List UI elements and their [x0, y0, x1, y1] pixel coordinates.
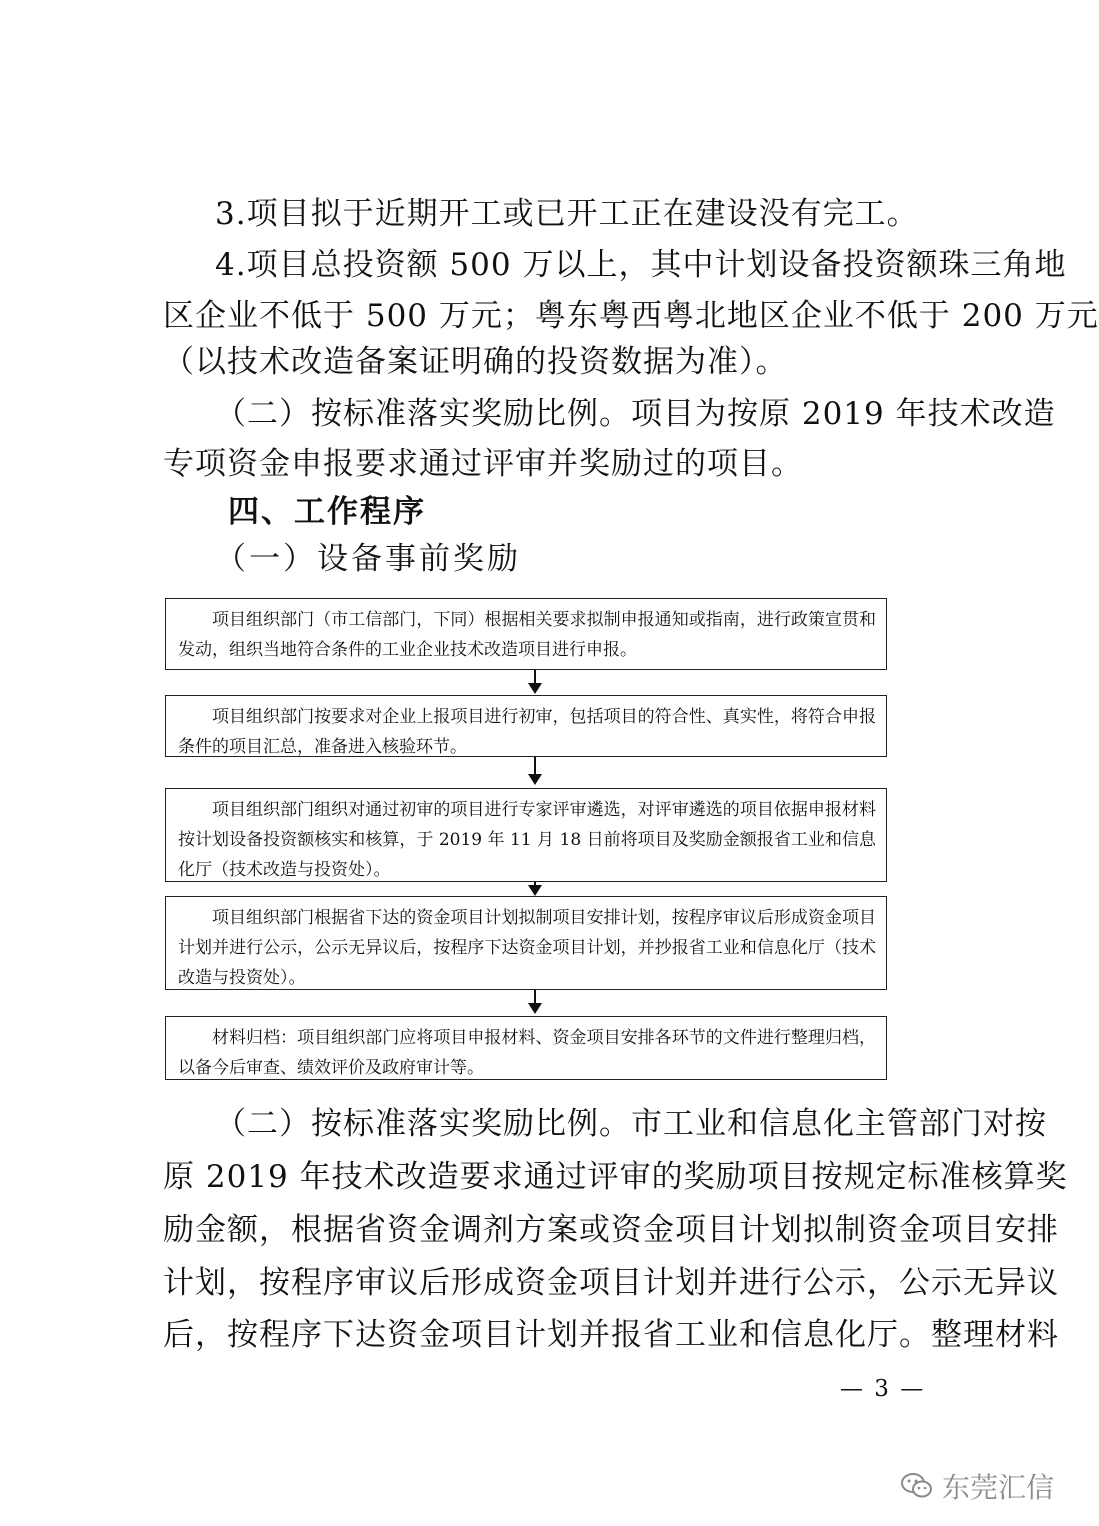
- closing-line-3: 励金额，根据省资金调剂方案或资金项目计划拟制资金项目安排: [163, 1212, 1059, 1248]
- flow-step-text: 项目组织部门根据省下达的资金项目计划拟制项目安排计划，按程序审议后形成资金项目计划并进行公示，公示无异议后，按程序下达资金项目计划，并抄报省工业和信息化厅（技术改造与投资处）。: [178, 908, 876, 988]
- paragraph-item-4-line-3: （以技术改造备案证明确的投资数据为准）。: [163, 344, 788, 380]
- closing-line-4: 计划，按程序审议后形成资金项目计划并进行公示，公示无异议: [163, 1265, 1059, 1301]
- flow-arrow-1: [534, 670, 536, 692]
- closing-line-2: 原 2019 年技术改造要求通过评审的奖励项目按规定标准核算奖: [163, 1159, 1068, 1195]
- chat-bubble-icon: [900, 1471, 934, 1501]
- watermark: [900, 1466, 1054, 1506]
- flow-step-3: [165, 788, 887, 882]
- flow-step-text: 项目组织部门（市工信部门，下同）根据相关要求拟制申报通知或指南，进行政策宣贯和发动，组织当地符合条件的工业企业技术改造项目进行申报。: [178, 610, 876, 660]
- flow-step-2: [165, 695, 887, 757]
- flow-step-text: 项目组织部门组织对通过初审的项目进行专家评审遴选，对评审遴选的项目依据申报材料按计划设备投资额核实和核算，于 2019 年 11 月 18 日前将项目及奖励金额报省工业和信息化厅（技术改造与投资处）。: [178, 800, 876, 880]
- paragraph-reward-ratio-line-2: 专项资金申报要求通过评审并奖励过的项目。: [163, 446, 803, 482]
- flow-arrow-2: [534, 757, 536, 783]
- flow-step-text: 项目组织部门按要求对企业上报项目进行初审，包括项目的符合性、真实性，将符合申报条件的项目汇总，准备进入核验环节。: [178, 707, 876, 757]
- closing-line-1: （二）按标准落实奖励比例。市工业和信息化主管部门对按: [215, 1106, 1047, 1142]
- subsection-heading-pre-reward: （一）设备事前奖励: [215, 541, 521, 577]
- paragraph-item-3: 3.项目拟于近期开工或已开工正在建设没有完工。: [215, 196, 919, 232]
- watermark-text: 东莞汇信: [942, 1471, 1055, 1504]
- closing-line-5: 后，按程序下达资金项目计划并报省工业和信息化厅。整理材料: [163, 1317, 1059, 1353]
- paragraph-item-4-line-2: 区企业不低于 500 万元；粤东粤西粤北地区企业不低于 200 万元: [163, 298, 1099, 334]
- paragraph-reward-ratio-line-1: （二）按标准落实奖励比例。项目为按原 2019 年技术改造: [215, 396, 1056, 432]
- flow-step-1: [165, 598, 887, 670]
- page-number: — 3 —: [840, 1376, 926, 1402]
- flow-step-5: [165, 1016, 887, 1080]
- paragraph-item-4-line-1: 4.项目总投资额 500 万以上，其中计划设备投资额珠三角地: [215, 247, 1067, 283]
- flow-step-text: 材料归档：项目组织部门应将项目申报材料、资金项目安排各环节的文件进行整理归档，以备今后审查、绩效评价及政府审计等。: [178, 1028, 876, 1078]
- flow-step-4: [165, 896, 887, 990]
- flow-arrow-4: [534, 990, 536, 1012]
- flow-arrow-3: [534, 882, 536, 894]
- section-heading-work-procedure: 四、工作程序: [228, 494, 426, 530]
